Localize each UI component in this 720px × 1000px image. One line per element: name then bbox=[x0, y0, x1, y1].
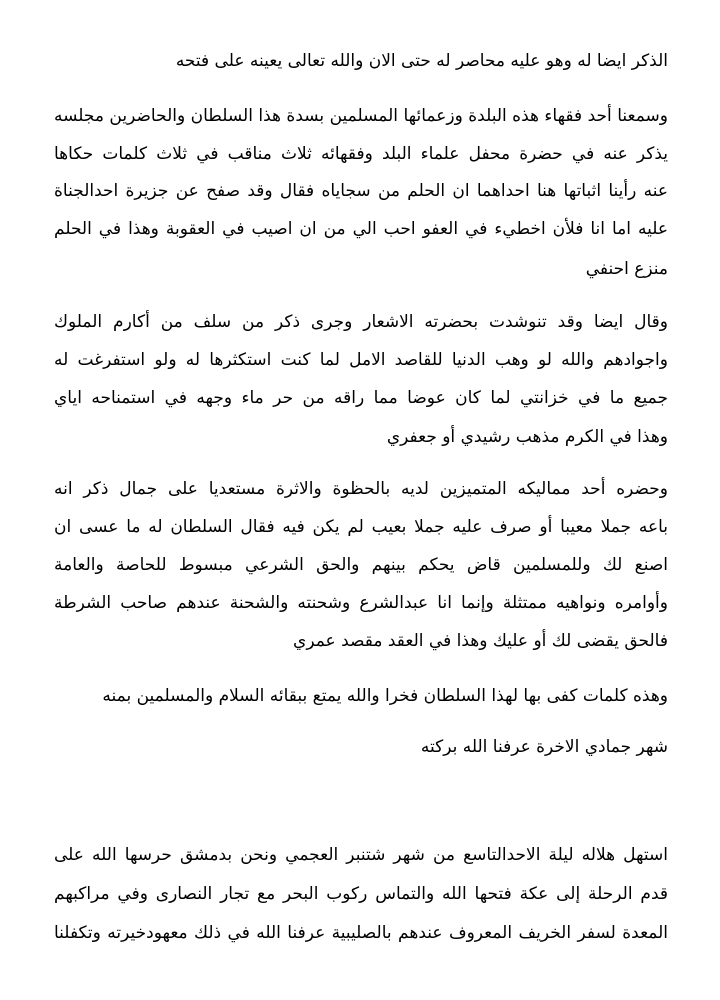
text-line: الذكر ايضا له وهو عليه محاصر له حتى الان والله تعالى يعينه على فتحه bbox=[175, 51, 668, 71]
section-heading: شهر جمادي الاخرة عرفنا الله بركته bbox=[420, 737, 668, 757]
paragraph-line: استهل هلاله ليلة الاحدالتاسع من شهر شتنبر العجمي ونحن بدمشق حرسها الله على bbox=[54, 845, 668, 865]
paragraph-line: وهذا في الكرم مذهب رشيدي أو جعفري bbox=[386, 427, 668, 447]
paragraph-line: وقال ايضا وقد تنوشدت بحضرته الاشعار وجرى ذكر من سلف من أكارم الملوك bbox=[54, 312, 668, 332]
paragraph-line: يذكر عنه في حضرة محفل علماء البلد وفقهائه ثلاث مناقب في ثلاث كلمات حكاها bbox=[54, 144, 668, 164]
paragraph-line: المعدة لسفر الخريف المعروف عندهم بالصليبية عرفنا الله في ذلك معهودخيرته وتكفلنا bbox=[54, 923, 668, 943]
paragraph-line: وسمعنا أحد فقهاء هذه البلدة وزعمائها المسلمين بسدة هذا السلطان والحاضرين مجلسه bbox=[54, 106, 668, 126]
paragraph-line: جميع ما في خزانتي لما كان عوضا مما راقه من حر ماء وجهه في استمناحه اياي bbox=[54, 388, 668, 408]
paragraph-line: عنه رأينا اثباتها هنا احداهما ان الحلم من سجاياه فقال وقد صفح عن جزيرة احدالجناة bbox=[54, 181, 668, 201]
paragraph-line: واجوادهم والله لو وهب الدنيا للقاصد الامل لما كنت استكثرها له ولو استفرغت له bbox=[54, 350, 668, 370]
paragraph-line: عليه اما انا فلأن اخطيء في العفو احب الي من ان اصيب في العقوبة وهذا في الحلم bbox=[54, 219, 668, 239]
paragraph-line: وهذه كلمات كفى بها لهذا السلطان فخرا والله يمتع ببقائه السلام والمسلمين بمنه bbox=[102, 686, 668, 706]
paragraph-line: فالحق يقضى لك أو عليك وهذا في العقد مقصد عمري bbox=[293, 631, 668, 651]
paragraph-line: قدم الرحلة إلى عكة فتحها الله والتماس ركوب البحر مع تجار النصارى وفي مراكبهم bbox=[54, 884, 668, 904]
paragraph-line: اصنع لك وللمسلمين قاض يحكم بينهم والحق الشرعي مبسوط للحاصة والعامة bbox=[54, 555, 668, 575]
paragraph-line: وحضره أحد مماليكه المتميزين لديه بالحظوة والاثرة مستعديا على جمال ذكر انه bbox=[54, 479, 668, 499]
paragraph-line: وأوامره ونواهيه ممتثلة وإنما انا عبدالشرع وشحنته والشحنة عندهم صاحب الشرطة bbox=[54, 593, 668, 613]
paragraph-line: منزع احنفي bbox=[585, 259, 668, 279]
paragraph-line: باعه جملا معيبا أو صرف عليه جملا بعيب لم يكن فيه فقال السلطان له ما عسى ان bbox=[54, 517, 668, 537]
